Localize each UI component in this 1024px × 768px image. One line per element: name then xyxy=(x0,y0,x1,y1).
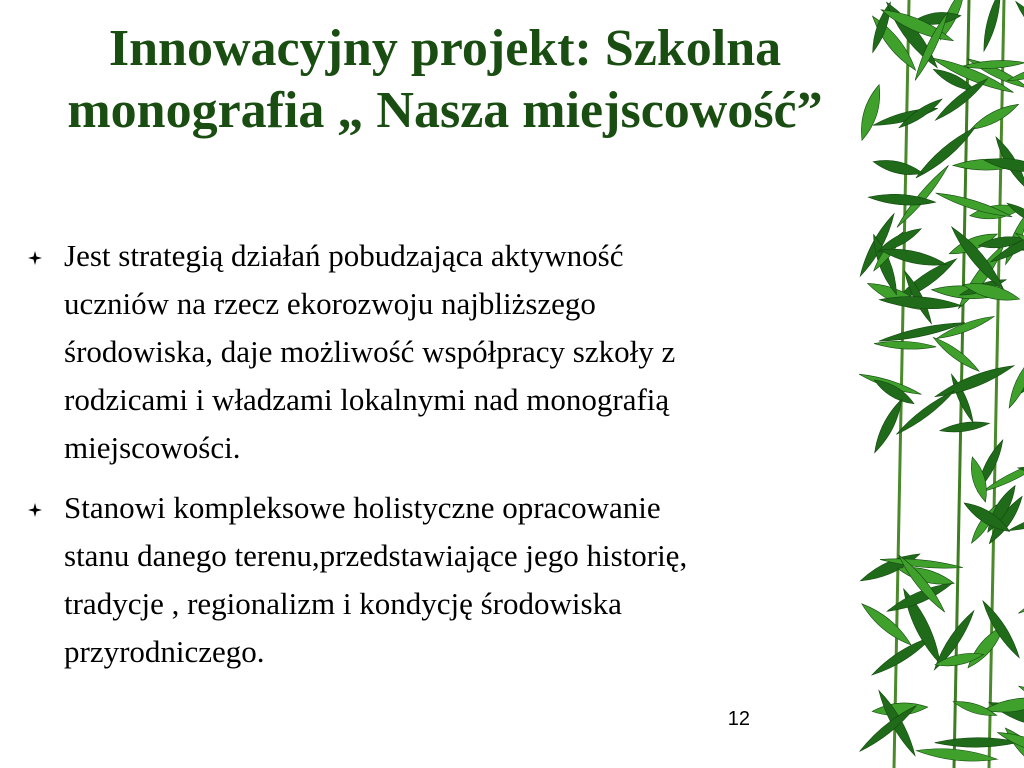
bullet-item xyxy=(28,484,873,676)
bamboo-leaves-decoration xyxy=(849,0,1024,768)
diamond-bullet-icon xyxy=(28,484,64,534)
bullet-text: Jest strategią działań pobudzająca aktywność uczniów na rzecz ekorozwoju najbliższego środowiska, daje możliwość współpracy szkoły z rodzicami i władzami lokalnymi nad monografią miejscowości. xyxy=(64,238,676,465)
bullet-list xyxy=(28,232,873,688)
bullet-text: Stanowi kompleksowe holistyczne opracowanie stanu danego terenu,przedstawiające jego historię, tradycje , regionalizm i kondycję środowiska przyrodniczego. xyxy=(64,490,688,669)
slide-title: Innowacyjny projekt: Szkolna monografia „ Nasza miejscowość” xyxy=(67,20,823,139)
bullet-item xyxy=(28,232,873,472)
diamond-bullet-icon xyxy=(28,232,64,282)
page-number: 12 xyxy=(727,708,750,730)
